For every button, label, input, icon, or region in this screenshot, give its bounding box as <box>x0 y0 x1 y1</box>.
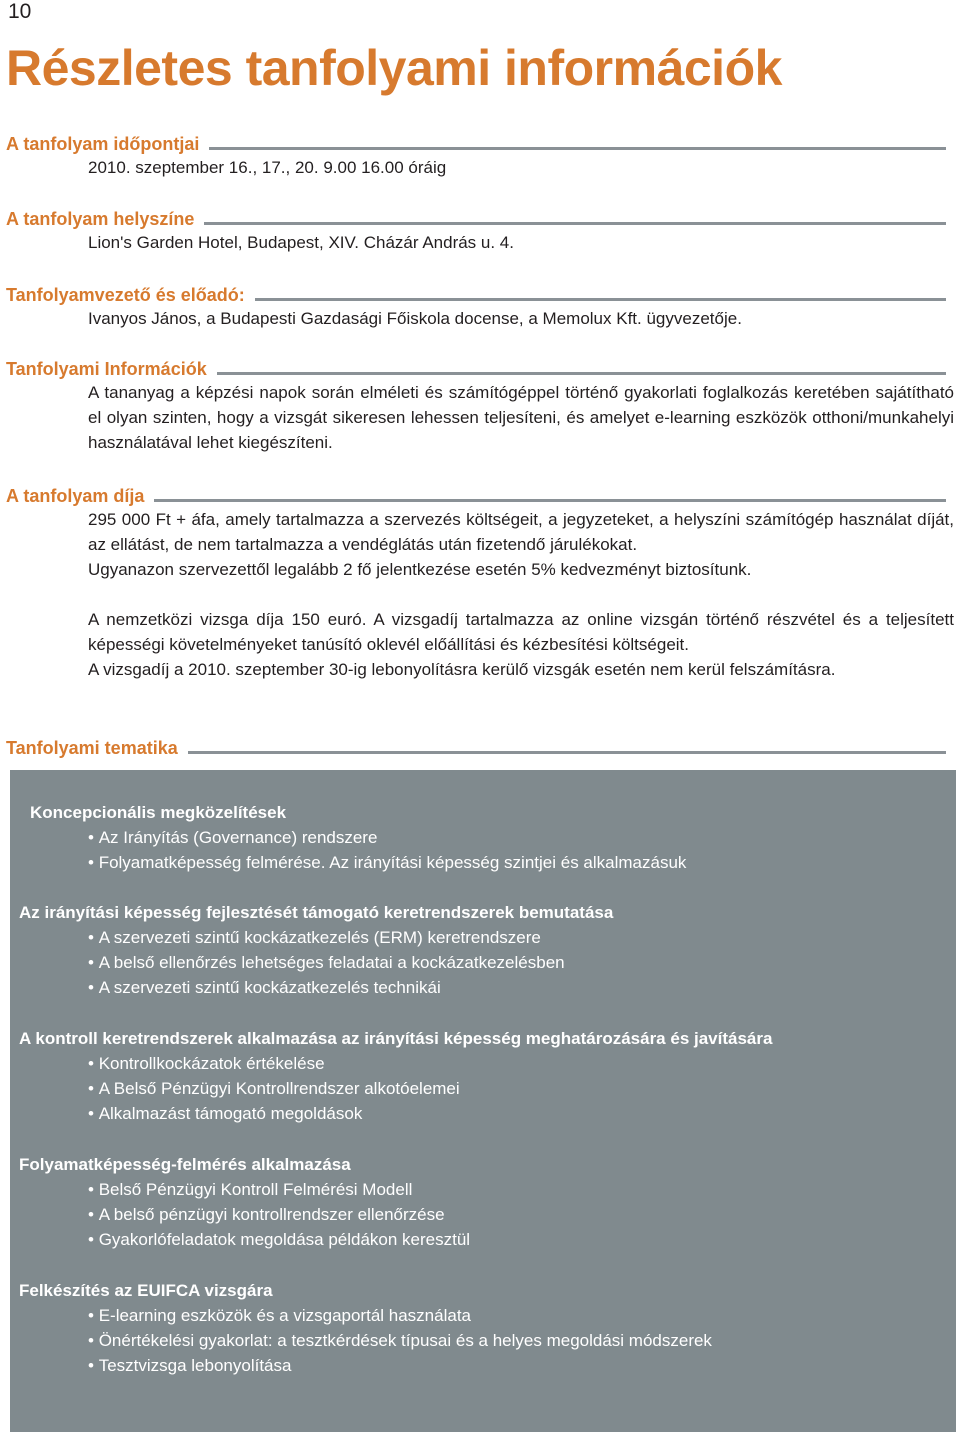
section-dates <box>0 133 960 180</box>
syllabus-group-title: A kontroll keretrendszerek alkalmazása az irányítási képesség meghatározására és javítására <box>19 1029 773 1048</box>
exam-fee-waiver-text: A vizsgadíj a 2010. szeptember 30-ig lebonyolításra kerülő vizsgák esetén nem kerül felszámításra. <box>88 660 836 679</box>
section-heading: A tanfolyam díja <box>6 486 145 506</box>
syllabus-group-title: Koncepcionális megközelítések <box>30 803 287 822</box>
list-item: • Belső Pénzügyi Kontroll Felmérési Modell <box>88 1177 956 1202</box>
page-title: Részletes tanfolyami információk <box>6 40 782 96</box>
section-instructor <box>0 284 960 331</box>
list-item: • A szervezeti szintű kockázatkezelés (ERM) keretrendszere <box>88 925 956 950</box>
list-item: • Folyamatképesség felmérése. Az irányítási képesség szintjei és alkalmazásuk <box>88 850 956 875</box>
syllabus-group-title: Az irányítási képesség fejlesztését támogató keretrendszerek bemutatása <box>19 903 614 922</box>
section-heading: Tanfolyami tematika <box>6 738 178 758</box>
list-item: • Gyakorlófeladatok megoldása példákon keresztül <box>88 1227 956 1252</box>
section-syllabus <box>0 737 960 759</box>
section-heading: Tanfolyami Információk <box>6 359 207 379</box>
list-item: • A belső ellenőrzés lehetséges feladatai a kockázatkezelésben <box>88 950 956 975</box>
section-rule <box>255 298 946 301</box>
discount-text: Ugyanazon szervezettől legalább 2 fő jelentkezése esetén 5% kedvezményt biztosítunk. <box>88 560 752 579</box>
syllabus-group-title: Felkészítés az EUIFCA vizsgára <box>19 1281 273 1300</box>
list-item: • Tesztvizsga lebonyolítása <box>88 1353 956 1378</box>
section-fee <box>0 485 960 682</box>
syllabus-group <box>10 1278 956 1378</box>
syllabus-box <box>10 770 956 1432</box>
section-heading: A tanfolyam helyszíne <box>6 209 195 229</box>
syllabus-group-title: Folyamatképesség-felmérés alkalmazása <box>19 1155 351 1174</box>
list-item: • A belső pénzügyi kontrollrendszer ellenőrzése <box>88 1202 956 1227</box>
fee-text: 295 000 Ft + áfa, amely tartalmazza a szervezés költségeit, a jegyzeteket, a helyszíni számítógép használat díját, az ellátást, de nem tartalmazza a vendéglátás után fizetendő járulékokat. <box>88 510 954 554</box>
section-rule <box>154 499 946 502</box>
section-rule <box>217 372 946 375</box>
course-info-text: A tananyag a képzési napok során elméleti és számítógéppel történő gyakorlati foglalkozás keretében sajátítható el olyan szinten, hogy a vizsgát sikeresen lehessen teljesíteni, és amelyet e-learning eszközök otthoni/munkahelyi használatával lehet kiegészíteni. <box>88 383 954 452</box>
list-item: • Alkalmazást támogató megoldások <box>88 1101 956 1126</box>
section-heading: A tanfolyam időpontjai <box>6 134 200 154</box>
syllabus-group <box>10 1152 956 1252</box>
section-rule <box>204 222 946 225</box>
section-course-info <box>0 358 960 455</box>
course-venue: Lion's Garden Hotel, Budapest, XIV. Cházár András u. 4. <box>88 233 514 252</box>
list-item: • Kontrollkockázatok értékelése <box>88 1051 956 1076</box>
syllabus-group <box>10 1026 956 1126</box>
section-rule <box>209 147 946 150</box>
section-heading: Tanfolyamvezető és előadó: <box>6 285 245 305</box>
section-venue <box>0 208 960 255</box>
list-item: • Önértékelési gyakorlat: a tesztkérdések típusai és a helyes megoldási módszerek <box>88 1328 956 1353</box>
course-instructor: Ivanyos János, a Budapesti Gazdasági Főiskola docense, a Memolux Kft. ügyvezetője. <box>88 309 742 328</box>
list-item: • Az Irányítás (Governance) rendszere <box>88 825 956 850</box>
list-item: • A szervezeti szintű kockázatkezelés technikái <box>88 975 956 1000</box>
course-dates: 2010. szeptember 16., 17., 20. 9.00 16.00 óráig <box>88 158 447 177</box>
exam-fee-text: A nemzetközi vizsga díja 150 euró. A vizsgadíj tartalmazza az online vizsgán történő részvétel és a teljesített képességi követelményeket tanúsító oklevél előállítási és kézbesítési költségeit. <box>88 610 954 654</box>
list-item: • A Belső Pénzügyi Kontrollrendszer alkotóelemei <box>88 1076 956 1101</box>
page-number: 10 <box>8 0 32 23</box>
list-item: • E-learning eszközök és a vizsgaportál használata <box>88 1303 956 1328</box>
syllabus-group <box>10 800 956 875</box>
syllabus-group <box>10 900 956 1000</box>
section-rule <box>188 751 946 754</box>
